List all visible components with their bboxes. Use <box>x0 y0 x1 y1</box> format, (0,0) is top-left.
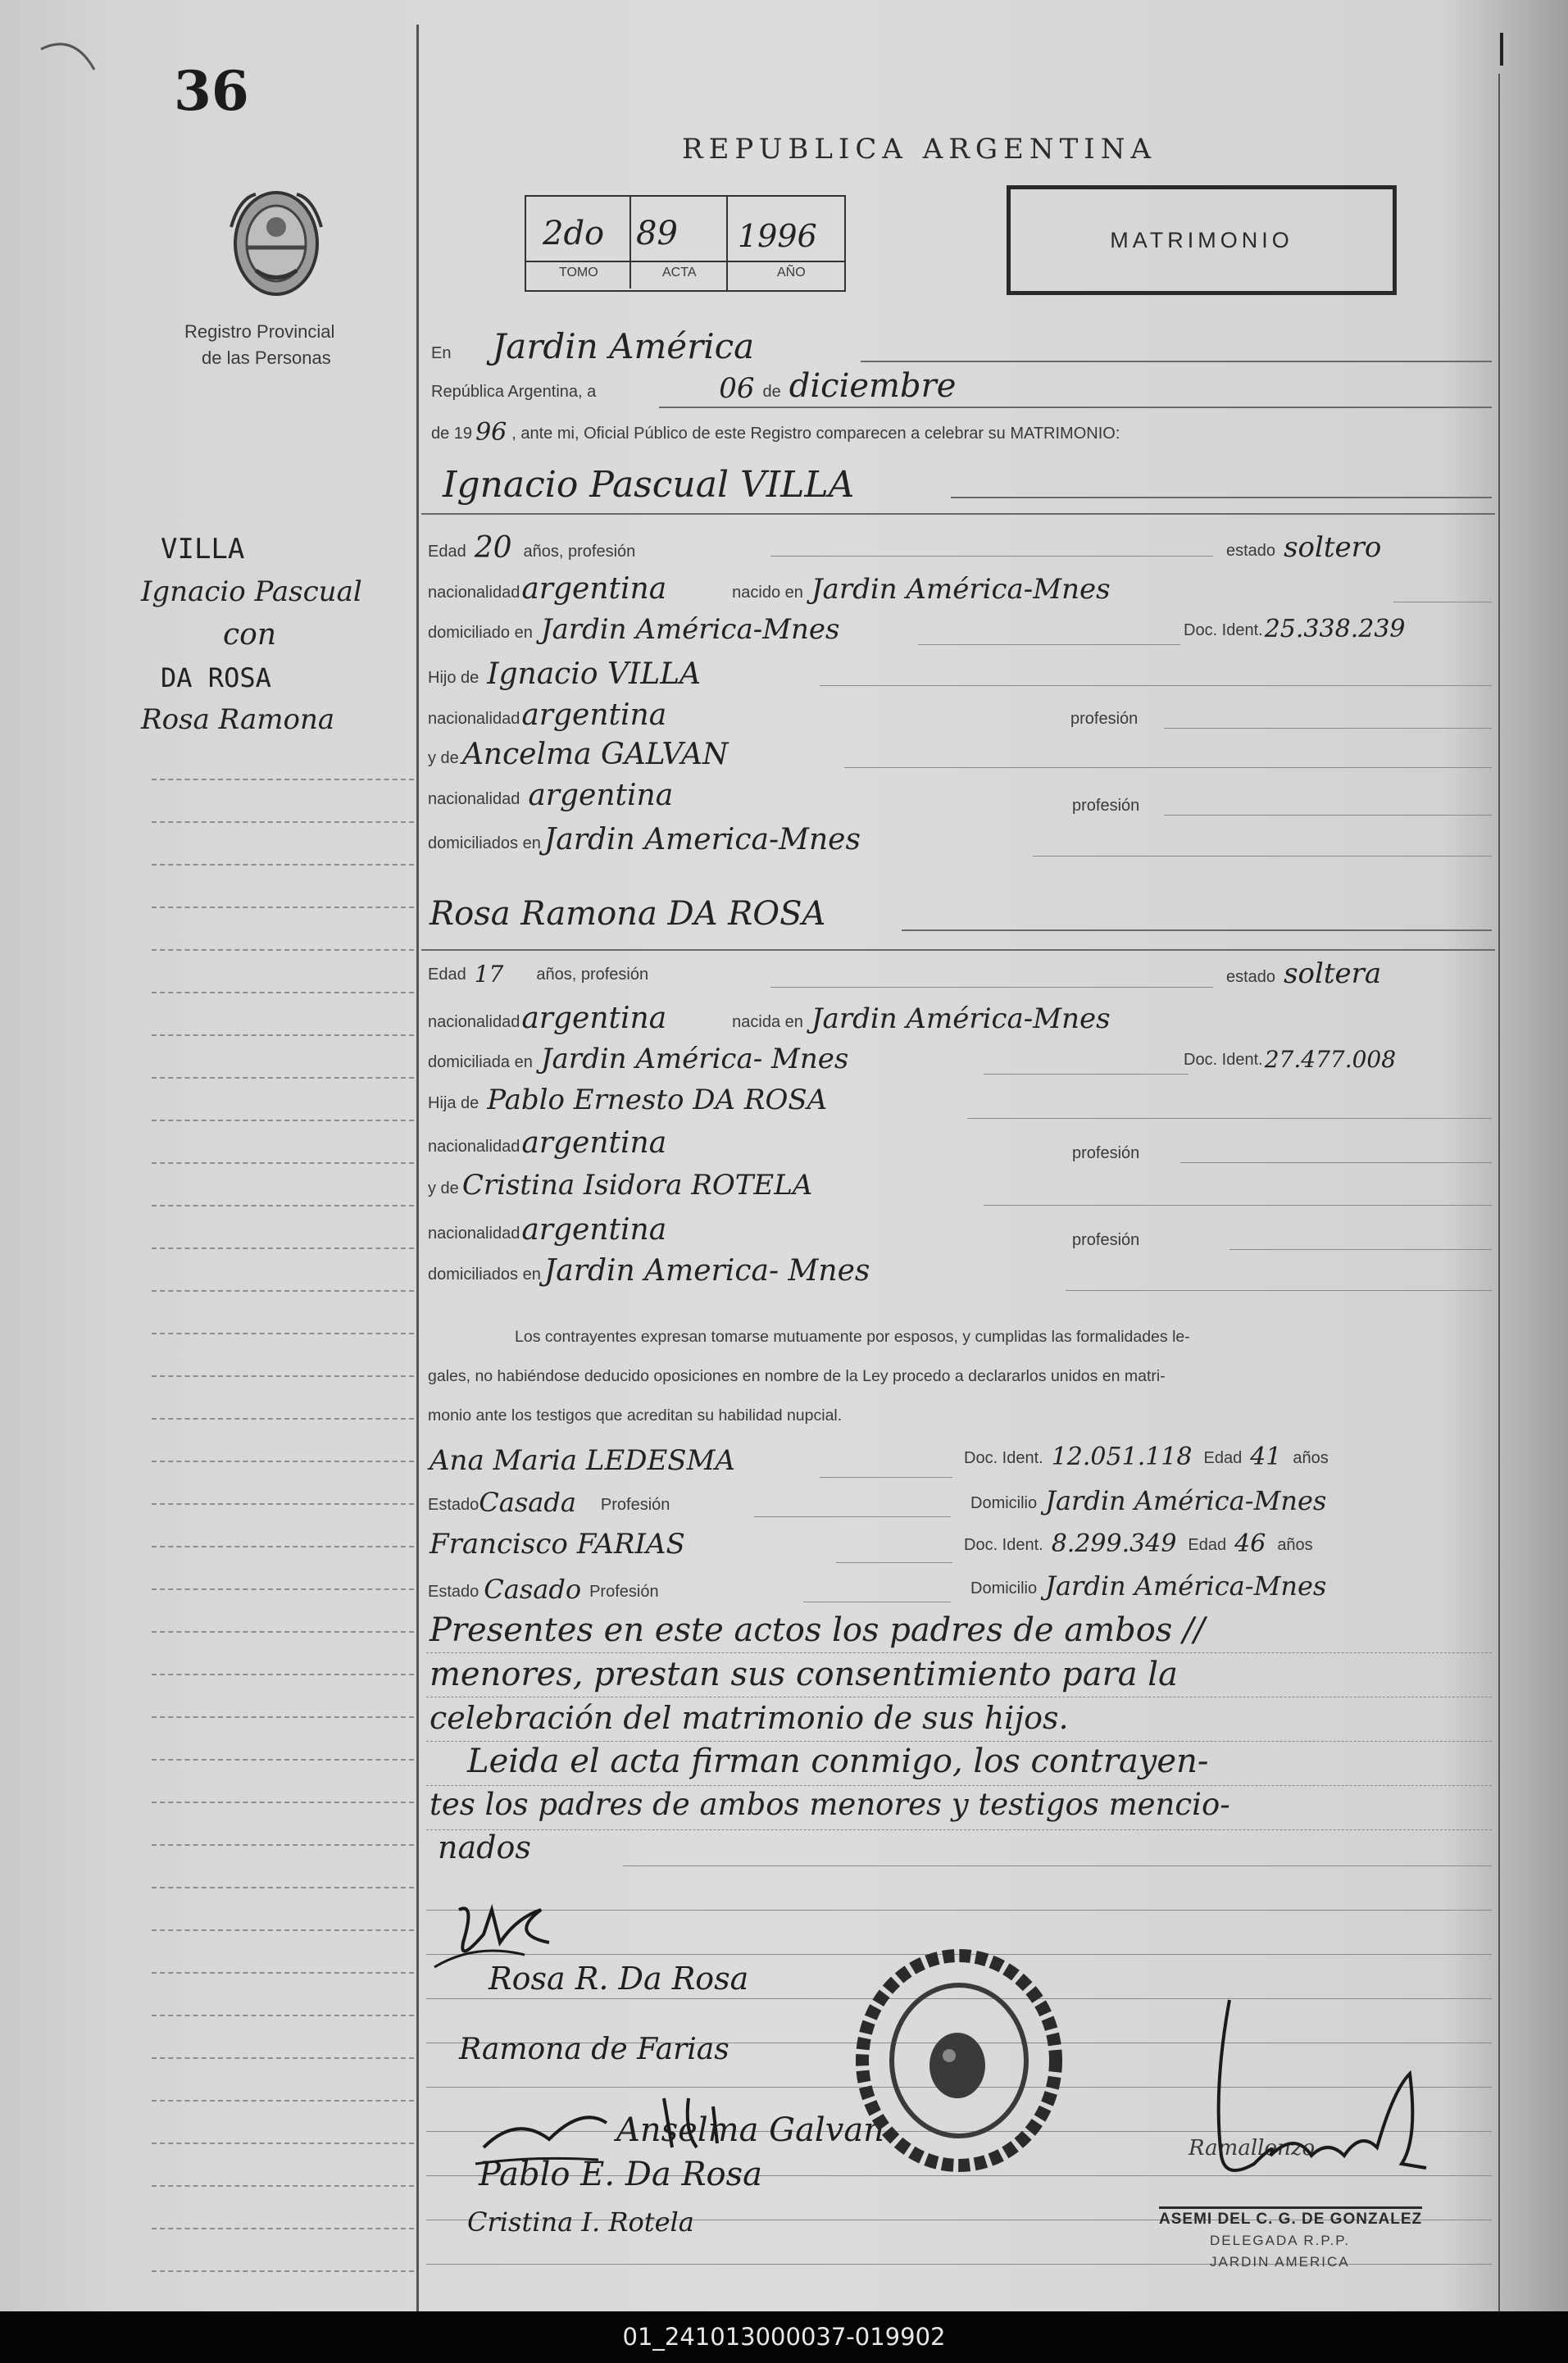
bride-madre-rule <box>984 1205 1492 1206</box>
note-line6: nados <box>438 1829 531 1865</box>
year-value: 96 <box>475 418 507 447</box>
place-rule <box>861 361 1492 362</box>
groom-padre-prof-rule <box>1164 728 1492 729</box>
groom-doc-label: Doc. Ident. <box>1184 621 1263 639</box>
bride-doc: 27.477.008 <box>1264 1046 1397 1073</box>
witness2-doc-field <box>964 1529 1321 1558</box>
intro-year-row <box>431 418 1128 447</box>
father-signature: Pablo E. Da Rosa <box>479 2156 762 2193</box>
margin-note-line2: Ignacio Pascual <box>141 575 362 608</box>
groom-madre-prof-label: profesión <box>1072 797 1140 815</box>
margin-rule <box>152 1759 414 1761</box>
notes-rule <box>426 1741 1492 1742</box>
right-edge-tick <box>1500 33 1503 66</box>
margin-rule <box>152 1120 414 1121</box>
margin-rule <box>152 949 414 951</box>
bride-nac-row <box>428 1002 1111 1035</box>
bride-nacionalidad: argentina <box>521 1002 667 1035</box>
groom-domicilio: Jardin América-Mnes <box>540 613 840 646</box>
groom-dom-rule <box>918 644 1180 645</box>
ano-label: AÑO <box>777 266 806 279</box>
registry-name-line1: Registro Provincial <box>184 321 335 342</box>
groom-madre-rule <box>844 767 1492 768</box>
scan-id-footer: 01_241013000037-019902 <box>0 2311 1568 2363</box>
witness1-dom-field <box>970 1485 1326 1516</box>
bride-madre-nac-row <box>428 1213 666 1247</box>
margin-rule <box>152 2100 414 2102</box>
margin-rule <box>152 2143 414 2144</box>
witness2-doc-label: Doc. Ident. <box>964 1536 1043 1554</box>
witness2-domicilio: Jardin América-Mnes <box>1045 1570 1327 1602</box>
notes-rule <box>426 1652 1492 1653</box>
groom-padre: Ignacio VILLA <box>487 657 702 691</box>
margin-rule <box>152 1588 414 1590</box>
groom-hijo-rule <box>820 685 1492 686</box>
country-heading: REPUBLICA ARGENTINA <box>682 133 1157 166</box>
margin-note-line4: DA ROSA <box>161 662 271 693</box>
witness1-edad: 41 <box>1250 1443 1282 1471</box>
month-value: diciembre <box>789 367 957 405</box>
groom-hijo-row <box>428 657 701 691</box>
bride-dom-row <box>428 1043 848 1075</box>
witness1-prof-rule <box>754 1516 951 1517</box>
groom-edad: 20 <box>474 531 512 565</box>
declaration-line2: gales, no habiéndose deducido oposiciones en nombre de la Ley procedo a declararlos unidos en matri- <box>428 1367 1166 1385</box>
bride-hija-rule <box>967 1118 1492 1119</box>
official-signature-icon <box>1164 1992 1443 2197</box>
day-value: 06 <box>719 372 755 405</box>
margin-rule <box>152 1503 414 1505</box>
groom-estado: soltero <box>1284 531 1382 564</box>
groom-hijo-label: Hijo de <box>428 669 479 687</box>
groom-padres-dom-label: domiciliados en <box>428 834 541 852</box>
bride-madre-nac: argentina <box>521 1213 667 1247</box>
bride-padres-dom-rule <box>1066 1290 1492 1291</box>
margin-rule <box>152 1247 414 1249</box>
bride-dom-rule <box>984 1074 1188 1075</box>
bride-padre-nac: argentina <box>521 1126 667 1160</box>
tomo-label: TOMO <box>559 266 598 279</box>
margin-rule <box>152 1290 414 1292</box>
bride-padre-nac-row <box>428 1126 666 1160</box>
bride-padre-prof-label: profesión <box>1072 1144 1140 1162</box>
bride-madre-prof-label: profesión <box>1072 1231 1140 1249</box>
act-type-box <box>1007 185 1397 295</box>
witness1-domicilio: Jardin América-Mnes <box>1045 1485 1327 1516</box>
bride-padres-dom-row <box>428 1254 870 1288</box>
intro-place-row <box>431 326 754 366</box>
box-label-rule <box>525 261 844 262</box>
page-number: 36 <box>174 59 249 123</box>
stamp-line2: DELEGADA R.P.P. <box>1210 2233 1351 2248</box>
margin-rule <box>152 1972 414 1974</box>
coat-of-arms-icon <box>223 182 330 305</box>
bride-nacida-label: nacida en <box>732 1013 803 1031</box>
acta-label: ACTA <box>662 266 697 279</box>
date-rule <box>659 407 1492 408</box>
margin-rule <box>152 1205 414 1206</box>
note-line1: Presentes en este actos los padres de ambos // <box>429 1611 1205 1649</box>
margin-rule <box>152 821 414 823</box>
bride-padre-nac-label: nacionalidad <box>428 1138 520 1156</box>
declaration-line3: monio ante los testigos que acreditan su habilidad nupcial. <box>428 1406 843 1425</box>
witness2-dom-field <box>970 1570 1326 1602</box>
witness1-estado-label: Estado <box>428 1496 479 1514</box>
bride-edad-label: Edad <box>428 966 466 984</box>
witness1-estado: Casada <box>479 1487 576 1518</box>
groom-padres-dom-row <box>428 823 861 857</box>
witness-signature: Ramona de Farias <box>459 2033 729 2066</box>
bride-padre-prof-rule <box>1180 1162 1492 1163</box>
main-left-border <box>416 25 419 2311</box>
margin-rule <box>152 992 414 993</box>
bride-name: Rosa Ramona DA ROSA <box>429 895 826 933</box>
act-type-label: MATRIMONIO <box>1110 227 1293 252</box>
groom-yde-label: y de <box>428 749 459 767</box>
en-label: En <box>431 344 452 362</box>
margin-rule <box>152 1631 414 1633</box>
groom-edad-label: Edad <box>428 543 466 561</box>
official-seal-icon <box>852 1946 1066 2175</box>
bride-prof-rule <box>770 987 1213 988</box>
margin-rule <box>152 2015 414 2016</box>
groom-padre-nac-row <box>428 698 666 732</box>
witness1-edad-label: Edad <box>1203 1449 1243 1467</box>
groom-dom-row <box>428 613 839 646</box>
margin-rule <box>152 1333 414 1334</box>
margin-rule <box>152 864 414 866</box>
bride-estado: soltera <box>1284 957 1382 990</box>
groom-madre-row <box>428 738 728 771</box>
main-right-border <box>1498 74 1500 2311</box>
groom-prof-rule <box>770 556 1213 557</box>
groom-madre-nac-label: nacionalidad <box>428 790 520 808</box>
bride-hija-label: Hija de <box>428 1094 479 1112</box>
witness1-anos-label: años <box>1293 1449 1329 1467</box>
mother-signature: Anselma Galvan <box>616 2111 884 2149</box>
bride-padre: Pablo Ernesto DA ROSA <box>487 1084 828 1116</box>
witness2-edad: 46 <box>1234 1529 1266 1558</box>
margin-rule <box>152 2270 414 2272</box>
notes-rule <box>426 1829 1492 1830</box>
republica-label: República Argentina, a <box>431 383 597 401</box>
margin-rule <box>152 1887 414 1888</box>
note-line4: Leida el acta firman conmigo, los contrayen- <box>467 1743 1209 1780</box>
bride-hija-row <box>428 1084 827 1116</box>
groom-nacido-en: Jardin América-Mnes <box>811 573 1111 606</box>
declaration-line1: Los contrayentes expresan tomarse mutuamente por esposos, y cumplidas las formalidades le- <box>515 1328 1190 1346</box>
note-line5: tes los padres de ambos menores y testigos mencio- <box>429 1787 1230 1822</box>
bride-madre-prof-rule <box>1229 1249 1492 1250</box>
bride-estado-field <box>1226 957 1381 990</box>
groom-box-top <box>421 513 1495 515</box>
groom-padre-prof-label: profesión <box>1070 710 1139 728</box>
margin-rule <box>152 1162 414 1164</box>
witness1-prof-label: Profesión <box>600 1496 670 1514</box>
witness2-dom-label: Domicilio <box>970 1579 1038 1597</box>
bride-edad: 17 <box>474 961 504 988</box>
bride-nacida-en: Jardin América-Mnes <box>811 1002 1111 1035</box>
witness1-name: Ana Maria LEDESMA <box>429 1444 735 1477</box>
groom-estado-field <box>1226 531 1381 564</box>
groom-estado-label: estado <box>1226 542 1276 560</box>
bride-domicilio: Jardin América- Mnes <box>540 1043 849 1075</box>
witness2-anos-label: años <box>1277 1536 1313 1554</box>
acta-value: 89 <box>636 215 678 252</box>
witness1-dom-label: Domicilio <box>970 1494 1038 1512</box>
margin-rule <box>152 1716 414 1718</box>
groom-nac-label: nacionalidad <box>428 584 520 602</box>
margin-note-line3: con <box>223 618 277 652</box>
margin-rule <box>152 779 414 780</box>
margin-note-line1: VILLA <box>161 533 245 566</box>
bride-madre-nac-label: nacionalidad <box>428 1225 520 1243</box>
groom-nacionalidad: argentina <box>521 572 667 606</box>
year-prefix: de 19 <box>431 425 473 443</box>
witness1-doc: 12.051.118 <box>1051 1443 1193 1471</box>
witness1-doc-label: Doc. Ident. <box>964 1449 1043 1467</box>
bride-dom-label: domiciliada en <box>428 1053 533 1071</box>
bride-edad-row <box>428 961 657 988</box>
bride-madre-row <box>428 1169 812 1202</box>
margin-rule <box>152 1077 414 1079</box>
margin-rule <box>152 1034 414 1036</box>
bride-anos-label: años, profesión <box>536 966 649 984</box>
registry-name-line2: de las Personas <box>202 348 331 368</box>
groom-name: Ignacio Pascual VILLA <box>443 464 855 506</box>
margin-rule <box>152 1546 414 1547</box>
margin-note-line5: Rosa Ramona <box>141 703 335 736</box>
groom-doc: 25.338.239 <box>1264 615 1406 643</box>
witness2-estado-label: Estado <box>428 1583 479 1601</box>
bride-madre: Cristina Isidora ROTELA <box>461 1169 813 1202</box>
groom-nacido-label: nacido en <box>732 584 803 602</box>
mother2-signature: Cristina I. Rotela <box>467 2206 694 2238</box>
intro-date-row <box>431 367 956 405</box>
bride-doc-field <box>1184 1046 1396 1073</box>
bride-estado-label: estado <box>1226 968 1276 986</box>
witness2-doc: 8.299.349 <box>1051 1529 1177 1558</box>
witness1-estado-row <box>428 1487 678 1518</box>
witness1-doc-field <box>964 1443 1337 1471</box>
bride-name-rule <box>902 929 1492 931</box>
witness2-prof-label: Profesión <box>589 1583 659 1601</box>
bride-nac-label: nacionalidad <box>428 1013 520 1031</box>
bride-doc-label: Doc. Ident. <box>1184 1051 1263 1069</box>
de-label: de <box>762 383 781 401</box>
scribble-signature-icon <box>467 2082 746 2172</box>
official-signature: Ramallonzo <box>1188 2136 1316 2161</box>
notes-rule <box>426 1785 1492 1786</box>
groom-padre-nac-label: nacionalidad <box>428 710 520 728</box>
margin-rule <box>152 1802 414 1803</box>
notes-end-rule <box>623 1865 1492 1866</box>
bride-box-top <box>421 949 1495 951</box>
note-line2: menores, prestan sus consentimiento para la <box>429 1656 1178 1693</box>
groom-name-rule <box>951 497 1492 498</box>
bride-padres-dom: Jardin America- Mnes <box>543 1254 870 1288</box>
margin-rule <box>152 2185 414 2187</box>
ano-value: 1996 <box>738 218 817 254</box>
intro-statement: , ante mi, Oficial Público de este Registro comparecen a celebrar su MATRIMONIO: <box>511 425 1120 443</box>
witness2-estado: Casado <box>484 1574 582 1605</box>
stamp-line1: ASEMI DEL C. G. DE GONZALEZ <box>1159 2206 1422 2229</box>
groom-doc-field <box>1184 615 1406 643</box>
groom-madre-prof-rule <box>1164 815 1492 816</box>
corner-mark-icon <box>33 33 107 115</box>
margin-rule <box>152 1418 414 1420</box>
witness2-edad-label: Edad <box>1188 1536 1227 1554</box>
margin-rule <box>152 1674 414 1675</box>
groom-madre-nac-row <box>428 779 673 812</box>
groom-madre: Ancelma GALVAN <box>461 738 729 771</box>
place-value: Jardin América <box>492 326 755 366</box>
witness2-name: Francisco FARIAS <box>429 1528 685 1561</box>
tomo-value: 2do <box>543 215 605 252</box>
bride-padres-dom-label: domiciliados en <box>428 1266 541 1284</box>
groom-anos-label: años, profesión <box>523 543 636 561</box>
margin-rule <box>152 2228 414 2229</box>
witness1-name-rule <box>820 1477 952 1478</box>
groom-nac-row <box>428 572 1111 606</box>
margin-rule <box>152 1929 414 1931</box>
margin-rule <box>152 1461 414 1462</box>
note-line3: celebración del matrimonio de sus hijos. <box>429 1700 1069 1736</box>
margin-rule <box>152 907 414 908</box>
stamp-line3: JARDIN AMERICA <box>1210 2254 1350 2270</box>
bride-yde-label: y de <box>428 1179 459 1197</box>
groom-padre-nac: argentina <box>521 698 667 732</box>
groom-dom-label: domiciliado en <box>428 624 533 642</box>
groom-edad-row <box>428 531 643 565</box>
bride-signature: Rosa R. Da Rosa <box>489 1961 749 1997</box>
groom-padres-dom-rule <box>1033 856 1492 857</box>
margin-rule <box>152 2057 414 2059</box>
witness2-name-rule <box>836 1562 952 1563</box>
groom-madre-nac: argentina <box>528 779 674 812</box>
margin-rule <box>152 1844 414 1846</box>
witness2-estado-row <box>428 1574 667 1605</box>
margin-rule <box>152 1375 414 1377</box>
groom-padres-dom: Jardin America-Mnes <box>543 823 861 857</box>
